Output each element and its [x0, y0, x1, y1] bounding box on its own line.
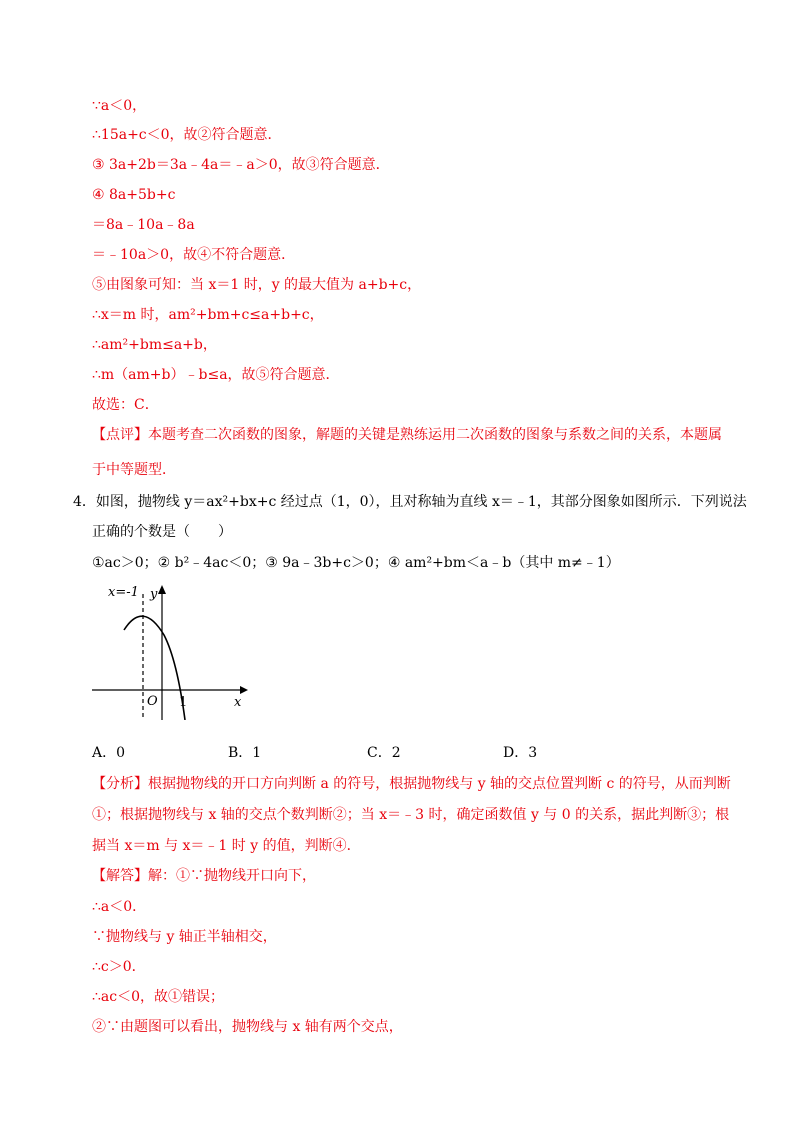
- question-line-2: 正确的个数是（ ）: [92, 524, 232, 540]
- option-a[interactable]: A．0: [92, 745, 126, 761]
- analysis-line: 【分析】根据抛物线的开口方向判断 a 的符号，根据抛物线与 y 轴的交点位置判断 c 的符号，从而判断: [92, 776, 731, 792]
- option-c[interactable]: C．2: [367, 745, 401, 761]
- y-axis-arrow: [158, 585, 166, 594]
- option-b[interactable]: B．1: [228, 745, 262, 761]
- comment-line: 【点评】本题考查二次函数的图象，解题的关键是熟练运用二次函数的图象与系数之间的关系，本题属: [92, 427, 722, 443]
- axis-line-label: x=-1: [108, 585, 139, 600]
- x-axis-label: x: [234, 695, 242, 710]
- solution-line: ＝8a﹣10a﹣8a: [92, 217, 195, 233]
- option-d[interactable]: D．3: [503, 745, 538, 761]
- comment-line: 于中等题型．: [92, 462, 176, 478]
- x-axis-arrow: [240, 686, 248, 694]
- solution-line: 故选：C．: [92, 397, 159, 413]
- answer-line: ②∵由题图可以看出，抛物线与 x 轴有两个交点，: [92, 1019, 403, 1035]
- answer-line: 【解答】解：①∵抛物线开口向下，: [92, 868, 316, 884]
- solution-line: ∵a＜0，: [92, 98, 147, 114]
- answer-line: ∴c＞0．: [92, 959, 146, 975]
- solution-line: ∴x＝m 时，am²+bm+c≤a+b+c，: [92, 307, 324, 323]
- analysis-line: 据当 x＝m 与 x＝﹣1 时 y 的值，判断④．: [92, 838, 361, 854]
- question-statements: ①ac＞0；② b²﹣4ac＜0；③ 9a﹣3b+c＞0；④ am²+bm＜a﹣b（其中 m≠﹣1）: [92, 555, 620, 571]
- solution-line: ④ 8a+5b+c: [92, 187, 176, 203]
- solution-line: ⑤由图象可知：当 x＝1 时，y 的最大值为 a+b+c，: [92, 277, 422, 293]
- solution-line: ③ 3a+2b＝3a﹣4a＝﹣a＞0，故③符合题意．: [92, 157, 390, 173]
- answer-line: ∴ac＜0，故①错误；: [92, 989, 225, 1005]
- one-label: 1: [179, 695, 188, 710]
- solution-line: ＝﹣10a＞0，故④不符合题意．: [92, 247, 296, 263]
- answer-line: ∵抛物线与 y 轴正半轴相交，: [92, 929, 277, 945]
- analysis-line: ①；根据抛物线与 x 轴的交点个数判断②；当 x＝﹣3 时，确定函数值 y 与 0 的关系，据此判断③；根: [92, 807, 730, 823]
- parabola-graph: [92, 580, 262, 720]
- answer-line: ∴a＜0．: [92, 899, 147, 915]
- solution-line: ∴15a+c＜0，故②符合题意．: [92, 127, 282, 143]
- solution-line: ∴am²+bm≤a+b，: [92, 337, 217, 353]
- solution-line: ∴m（am+b）﹣b≤a，故⑤符合题意．: [92, 367, 340, 383]
- question-line-1: 4．如图，抛物线 y＝ax²+bx+c 经过点（1，0），且对称轴为直线 x＝﹣1，其部分图象如图所示．下列说法: [73, 494, 747, 510]
- origin-label: O: [147, 694, 158, 709]
- y-axis-label: y: [150, 587, 158, 602]
